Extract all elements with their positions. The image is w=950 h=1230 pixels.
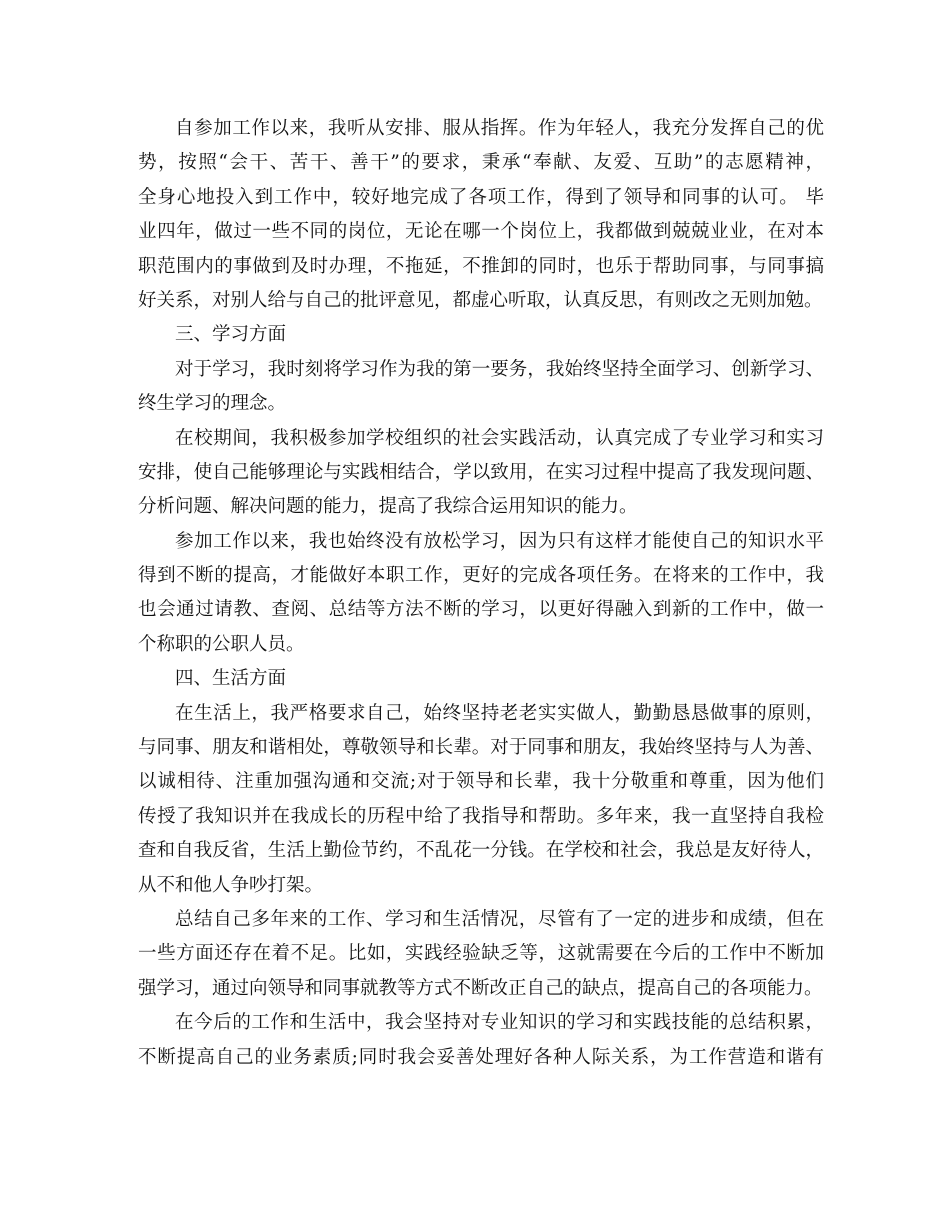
text-line: 自参加工作以来，我听从安排、服从指挥。作为年轻人，我充分发挥自己的优 [175,118,824,139]
text-line: 传授了我知识并在我成长的历程中给了我指导和帮助。多年来，我一直坚持自我检 [138,805,824,827]
text-line: 与同事、朋友和谐相处，尊敬领导和长辈。对于同事和朋友，我始终坚持与人为善、 [138,737,824,759]
text-line: 职范围内的事做到及时办理，不拖延，不推卸的同时，也乐于帮助同事，与同事搞 [138,255,824,277]
text-line: 强学习，通过向领导和同事就教等方式不断改正自己的缺点，提高自己的各项能力。 [138,977,823,999]
text-line: 势，按照“会干、苦干、善干”的要求，秉承“奉献、友爱、互助”的志愿精神， [138,152,824,174]
text-line: 分析问题、解决问题的能力，提高了我综合运用知识的能力。 [138,496,638,518]
text-line: 不断提高自己的业务素质;同时我会妥善处理好各种人际关系，为工作营造和谐有 [138,1046,824,1068]
text-line: 一些方面还存在着不足。比如，实践经验缺乏等，这就需要在今后的工作中不断加 [138,943,824,965]
text-line: 参加工作以来，我也始终没有放松学习，因为只有这样才能使自己的知识水平 [175,530,824,552]
text-line: 总结自己多年来的工作、学习和生活情况，尽管有了一定的进步和成绩，但在 [175,908,824,930]
text-line: 在今后的工作和生活中，我会坚持对专业知识的学习和实践技能的总结积累， [175,1012,824,1034]
text-line: 对于学习，我时刻将学习作为我的第一要务，我始终坚持全面学习、创新学习、 [175,358,824,380]
text-line: 三、学习方面 [175,324,287,346]
text-line: 从不和他人争吵打架。 [138,874,324,896]
text-line: 业四年，做过一些不同的岗位，无论在哪一个岗位上，我都做到兢兢业业，在对本 [138,221,824,243]
text-line: 查和自我反省，生活上勤俭节约，不乱花一分钱。在学校和社会，我总是友好待人， [138,840,824,862]
text-line: 安排，使自己能够理论与实践相结合，学以致用，在实习过程中提高了我发现问题、 [138,461,824,483]
text-line: 四、生活方面 [175,668,287,690]
text-line: 在校期间，我积极参加学校组织的社会实践活动，认真完成了专业学习和实习 [175,427,824,449]
text-line: 个称职的公职人员。 [138,633,305,655]
text-line: 终生学习的理念。 [138,393,287,415]
document-body [138,112,824,1075]
text-line: 得到不断的提高，才能做好本职工作，更好的完成各项任务。在将来的工作中，我 [138,565,824,587]
text-line: 全身心地投入到工作中，较好地完成了各项工作，得到了领导和同事的认可。 毕 [138,186,824,208]
text-line: 以诚相待、注重加强沟通和交流;对于领导和长辈，我十分敬重和尊重，因为他们 [138,771,824,793]
text-line: 好关系，对别人给与自己的批评意见，都虚心听取，认真反思，有则改之无则加勉。 [138,289,823,311]
text-line: 也会通过请教、查阅、总结等方法不断的学习，以更好得融入到新的工作中，做一 [138,599,824,621]
text-line: 在生活上，我严格要求自己，始终坚持老老实实做人，勤勤恳恳做事的原则， [175,702,824,724]
